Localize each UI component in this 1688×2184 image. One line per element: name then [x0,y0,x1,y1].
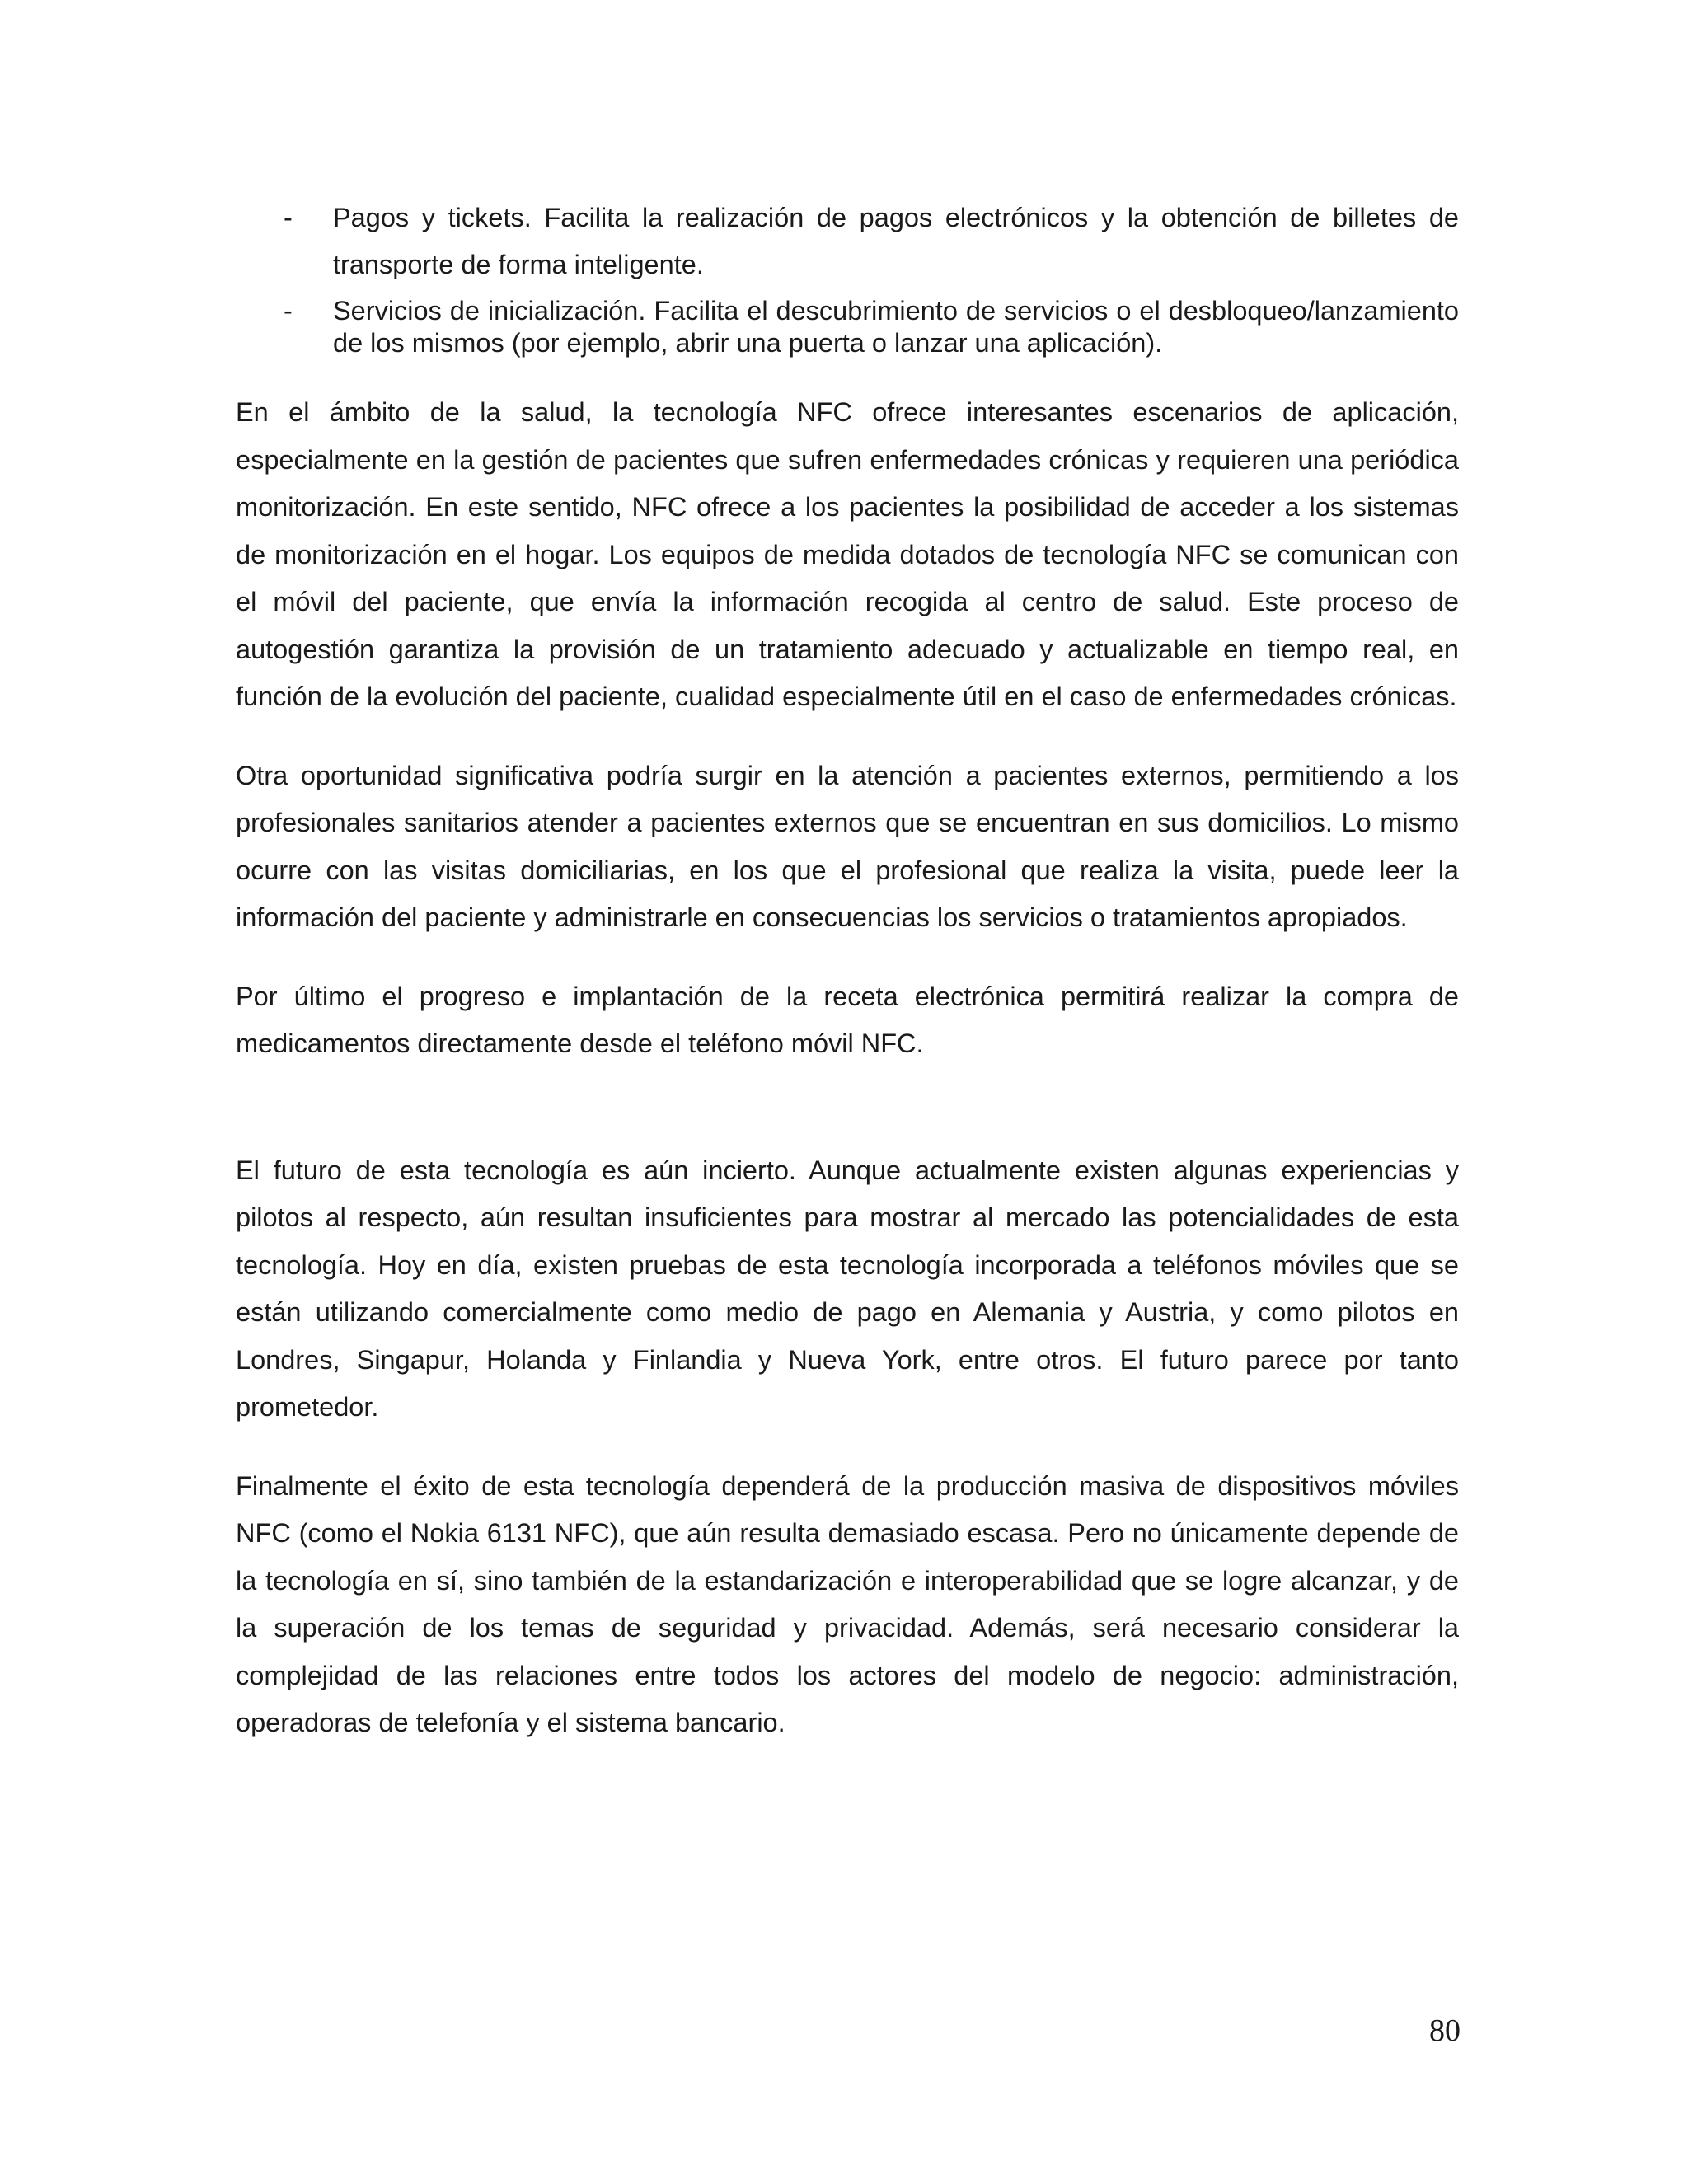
bullet-dash: - [284,296,293,326]
bullet-dash: - [284,203,293,232]
paragraph-external-patients: Otra oportunidad significativa podría surgir en la atención a pacientes externos, permitiendo a los profesionales sanitarios atender a pacientes externos que se encuentran en sus domicilios. Lo mismo ocurre con las visitas domiciliarias, en los que el profesional que realiza la visita, puede leer la información del paciente y administrarle en consecuencias los servicios o tratamientos apropiados. [236,760,1459,932]
paragraph-conclusion: Finalmente el éxito de esta tecnología dependerá de la producción masiva de dispositivos móviles NFC (como el Nokia 6131 NFC), que aún resulta demasiado escasa. Pero no únicamente depende de la tecnología en sí, sino también de la estandarización e interoperabilidad que se logre alcanzar, y de la superación de los temas de seguridad y privacidad. Además, será necesario considerar la complejidad de las relaciones entre todos los actores del modelo de negocio: administración, operadoras de telefonía y el sistema bancario. [236,1470,1459,1737]
paragraph-health: En el ámbito de la salud, la tecnología NFC ofrece interesantes escenarios de aplicación, especialmente en la gestión de pacientes que sufren enfermedades crónicas y requieren una periódica monitorización. En este sentido, NFC ofrece a los pacientes la posibilidad de acceder a los sistemas de monitorización en el hogar. Los equipos de medida dotados de tecnología NFC se comunican con el móvil del paciente, que envía la información recogida al centro de salud. Este proceso de autogestión garantiza la provisión de un tratamiento adecuado y actualizable en tiempo real, en función de la evolución del paciente, cualidad especialmente útil en el caso de enfermedades crónicas. [236,397,1459,711]
paragraph-future: El futuro de esta tecnología es aún incierto. Aunque actualmente existen algunas experiencias y pilotos al respecto, aún resultan insuficientes para mostrar al mercado las potencialidades de esta tecnología. Hoy en día, existen pruebas de esta tecnología incorporada a teléfonos móviles que se están utilizando comercialmente como medio de pago en Alemania y Austria, y como pilotos en Londres, Singapur, Holanda y Finlandia y Nueva York, entre otros. El futuro parece por tanto prometedor. [236,1155,1459,1422]
bullet-text: Servicios de inicialización. Facilita el descubrimiento de servicios o el desbloqueo/lanzamiento de los mismos (por ejemplo, abrir una puerta o lanzar una aplicación). [333,296,1459,358]
bullet-item-initialization [236,295,1459,359]
page-number: 80 [1429,2013,1461,2048]
bullet-text: Pagos y tickets. Facilita la realización de pagos electrónicos y la obtención de billetes de transporte de forma inteligente. [333,203,1459,279]
bullet-item-payments [236,194,1459,288]
page-content [236,194,1459,1747]
paragraph-electronic-prescription: Por último el progreso e implantación de la receta electrónica permitirá realizar la compra de medicamentos directamente desde el teléfono móvil NFC. [236,981,1459,1058]
